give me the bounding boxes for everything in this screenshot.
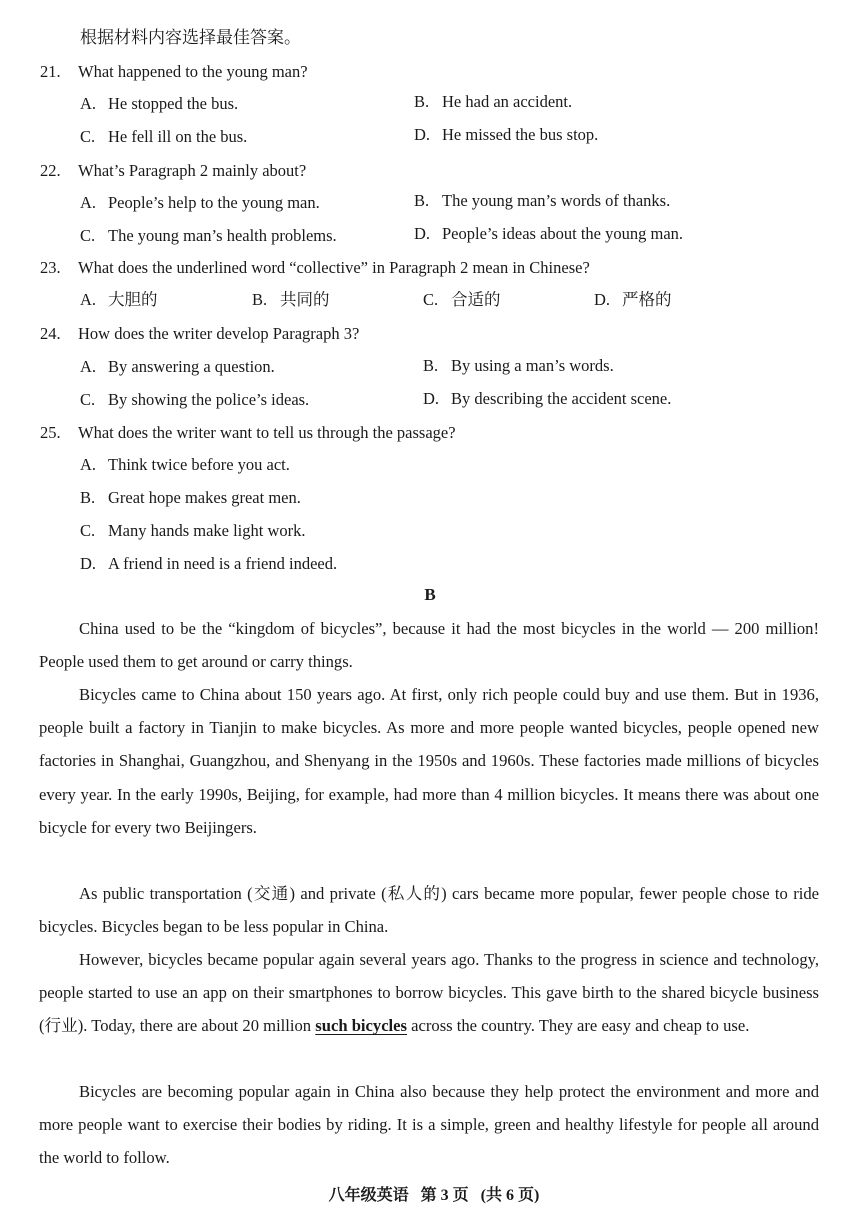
option-24-c: C. By showing the police’s ideas. [80,390,310,409]
option-21-a: A. He stopped the bus. [80,94,239,113]
option-25-b: B. Great hope makes great men. [80,488,301,507]
option-24-a: A. By answering a question. [80,357,275,376]
question-text: What does the writer want to tell us through the passage? [78,423,456,442]
footer-subject: 八年级英语 [328,1187,409,1204]
option-21-d: D. He missed the bus stop. [414,125,599,144]
question-21 [40,62,308,82]
question-text: What happened to the young man? [78,62,308,81]
option-23-c: C. 合适的 [423,290,501,309]
instruction: 根据材料内容选择最佳答案。 [80,28,301,47]
option-23-a: A. 大胆的 [80,290,158,309]
passage-paragraph-2: Bicycles came to China about 150 years ago. At first, only rich people could buy and use them. But in 1936, people built a factory in Tianjin to make bicycles. As more and more people wanted bicycles, people opened new factories in Shanghai, Guangzhou, and Shenyang in the 1950s and 1960s. These factories made millions of bicycles every year. In the early 1990s, Beijing, for example, had more than 4 million bicycles. It means there was about one bicycle for every two Beijingers. [39,685,819,837]
option-21-c: C. He fell ill on the bus. [80,127,248,146]
question-number: 24. [40,324,61,343]
option-24-b: B. By using a man’s words. [423,356,614,375]
page-footer [0,1186,868,1206]
option-22-c: C. The young man’s health problems. [80,226,337,245]
option-24-d: D. By describing the accident scene. [423,389,672,408]
option-22-d: D. People’s ideas about the young man. [414,224,684,243]
option-23-d: D. 严格的 [594,290,672,309]
question-23 [40,258,590,278]
section-title: B [424,585,436,604]
question-text: What does the underlined word “collective” in Paragraph 2 mean in Chinese? [78,258,590,277]
question-number: 23. [40,258,61,277]
question-text: How does the writer develop Paragraph 3? [78,324,360,343]
passage-paragraph-5: Bicycles are becoming popular again in China also because they help protect the environment and more and more people want to exercise their bodies by riding. It is a simple, green and healthy lifestyle for people all around the world to follow. [39,1082,819,1168]
footer-total: (共 6 页) [480,1187,540,1204]
question-25 [40,423,456,443]
passage-paragraph-1: China used to be the “kingdom of bicycles”, because it had the most bicycles in the world — 200 million! People used them to get around or carry things. [39,619,819,672]
option-22-b: B. The young man’s words of thanks. [414,191,671,210]
question-number: 22. [40,161,61,180]
option-22-a: A. People’s help to the young man. [80,193,320,212]
question-24 [40,324,359,344]
option-25-d: D. A friend in need is a friend indeed. [80,554,338,573]
passage-paragraph-4: However, bicycles became popular again several years ago. Thanks to the progress in science and technology, people started to use an app on their smartphones to borrow bicycles. This gave birth to the shared bicycle business (行业). Today, there are about 20 million such bicycles across the country. They are easy and cheap to use. [39,950,819,1036]
option-25-a: A. Think twice before you act. [80,455,290,474]
passage-paragraph-3: As public transportation (交通) and private (私人的) cars became more popular, fewer people chose to ride bicycles. Bicycles began to be less popular in China. [39,884,819,937]
question-number: 21. [40,62,61,81]
underlined-phrase: such bicycles [315,1016,407,1036]
question-number: 25. [40,423,61,442]
question-22 [40,161,306,181]
footer-page: 第 3 页 [420,1187,469,1204]
question-text: What’s Paragraph 2 mainly about? [78,161,307,180]
option-21-b: B. He had an accident. [414,92,573,111]
option-23-b: B. 共同的 [252,290,330,309]
option-25-c: C. Many hands make light work. [80,521,306,540]
